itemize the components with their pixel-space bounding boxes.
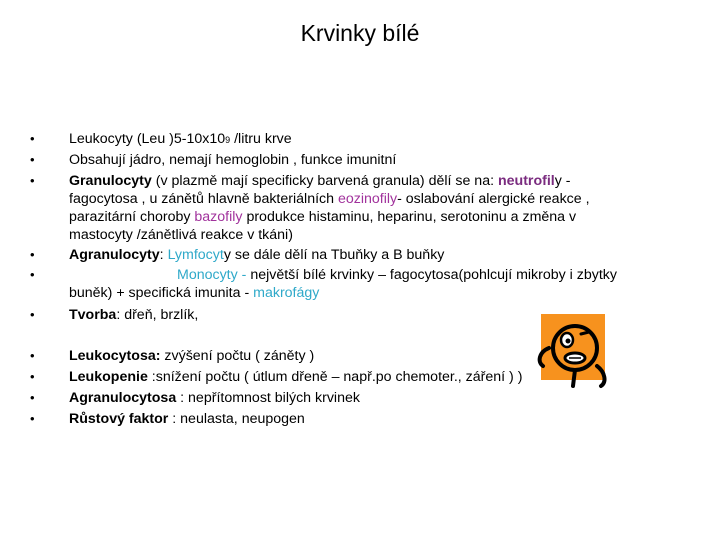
granulocyty-line-3: parazitární choroby bazofily produkce histaminu, heparinu, serotoninu a změna v: [69, 209, 577, 225]
granulocyty-term: Granulocyty: [69, 173, 152, 189]
bullet-marker: •: [30, 267, 35, 282]
bullet-marker: •: [30, 152, 35, 167]
eozinofily-term: eozinofily: [337, 191, 398, 207]
agranulocyty-term: Agranulocyty: [69, 247, 160, 263]
tvorba-term: Tvorba: [69, 307, 117, 323]
agranulocytosa-term: Agranulocytosa: [69, 390, 177, 406]
bullet-marker: •: [30, 369, 35, 384]
granulocyty-line-1: Granulocyty (v plazmě mají specificky barvená granula) dělí se na: neutrofily -: [69, 173, 571, 189]
bullet-marker: •: [30, 173, 35, 188]
worried-face-icon: [535, 312, 613, 390]
bullet-marker: •: [30, 131, 35, 146]
lymfocyty-term: Lymfocyt: [167, 247, 224, 263]
rustovy-faktor-term: Růstový faktor: [69, 411, 169, 427]
exponent: 9: [225, 135, 231, 145]
jadro-text: Obsahují jádro, nemají hemoglobin , funkce imunitní: [69, 152, 397, 168]
leukocyty-unit: /litru krve: [230, 131, 292, 147]
bullet-marker: •: [30, 348, 35, 363]
leukocyty-text: Leukocyty (Leu )5-10x10: [69, 131, 226, 147]
monocyty-line-1: Monocyty - největší bílé krvinky – fagocytosa(pohlcují mikroby i zbytky: [177, 267, 617, 283]
monocyty-line-2: buněk) + specifická imunita - makrofágy: [69, 285, 320, 301]
bazofily-term: bazofily: [194, 209, 243, 225]
bullet-marker: •: [30, 411, 35, 426]
leukocytosa-term: Leukocytosa:: [69, 348, 161, 364]
bullet-marker: •: [30, 247, 35, 262]
monocyty-term: Monocyty -: [177, 267, 251, 283]
granulocyty-line-2: fagocytosa , u zánětů hlavně bakteriálních eozinofily- oslabování alergické reakce ,: [69, 191, 590, 207]
makrofagy-term: makrofágy: [253, 285, 320, 301]
bullet-marker: •: [30, 390, 35, 405]
leukopenie-term: Leukopenie: [69, 369, 148, 385]
page-title: Krvinky bílé: [300, 20, 420, 46]
granulocyty-line-4: mastocyty /zánětlivá reakce v tkáni): [69, 227, 293, 243]
bullet-marker: •: [30, 307, 35, 322]
neutrofily-term: neutrofil: [497, 173, 555, 189]
